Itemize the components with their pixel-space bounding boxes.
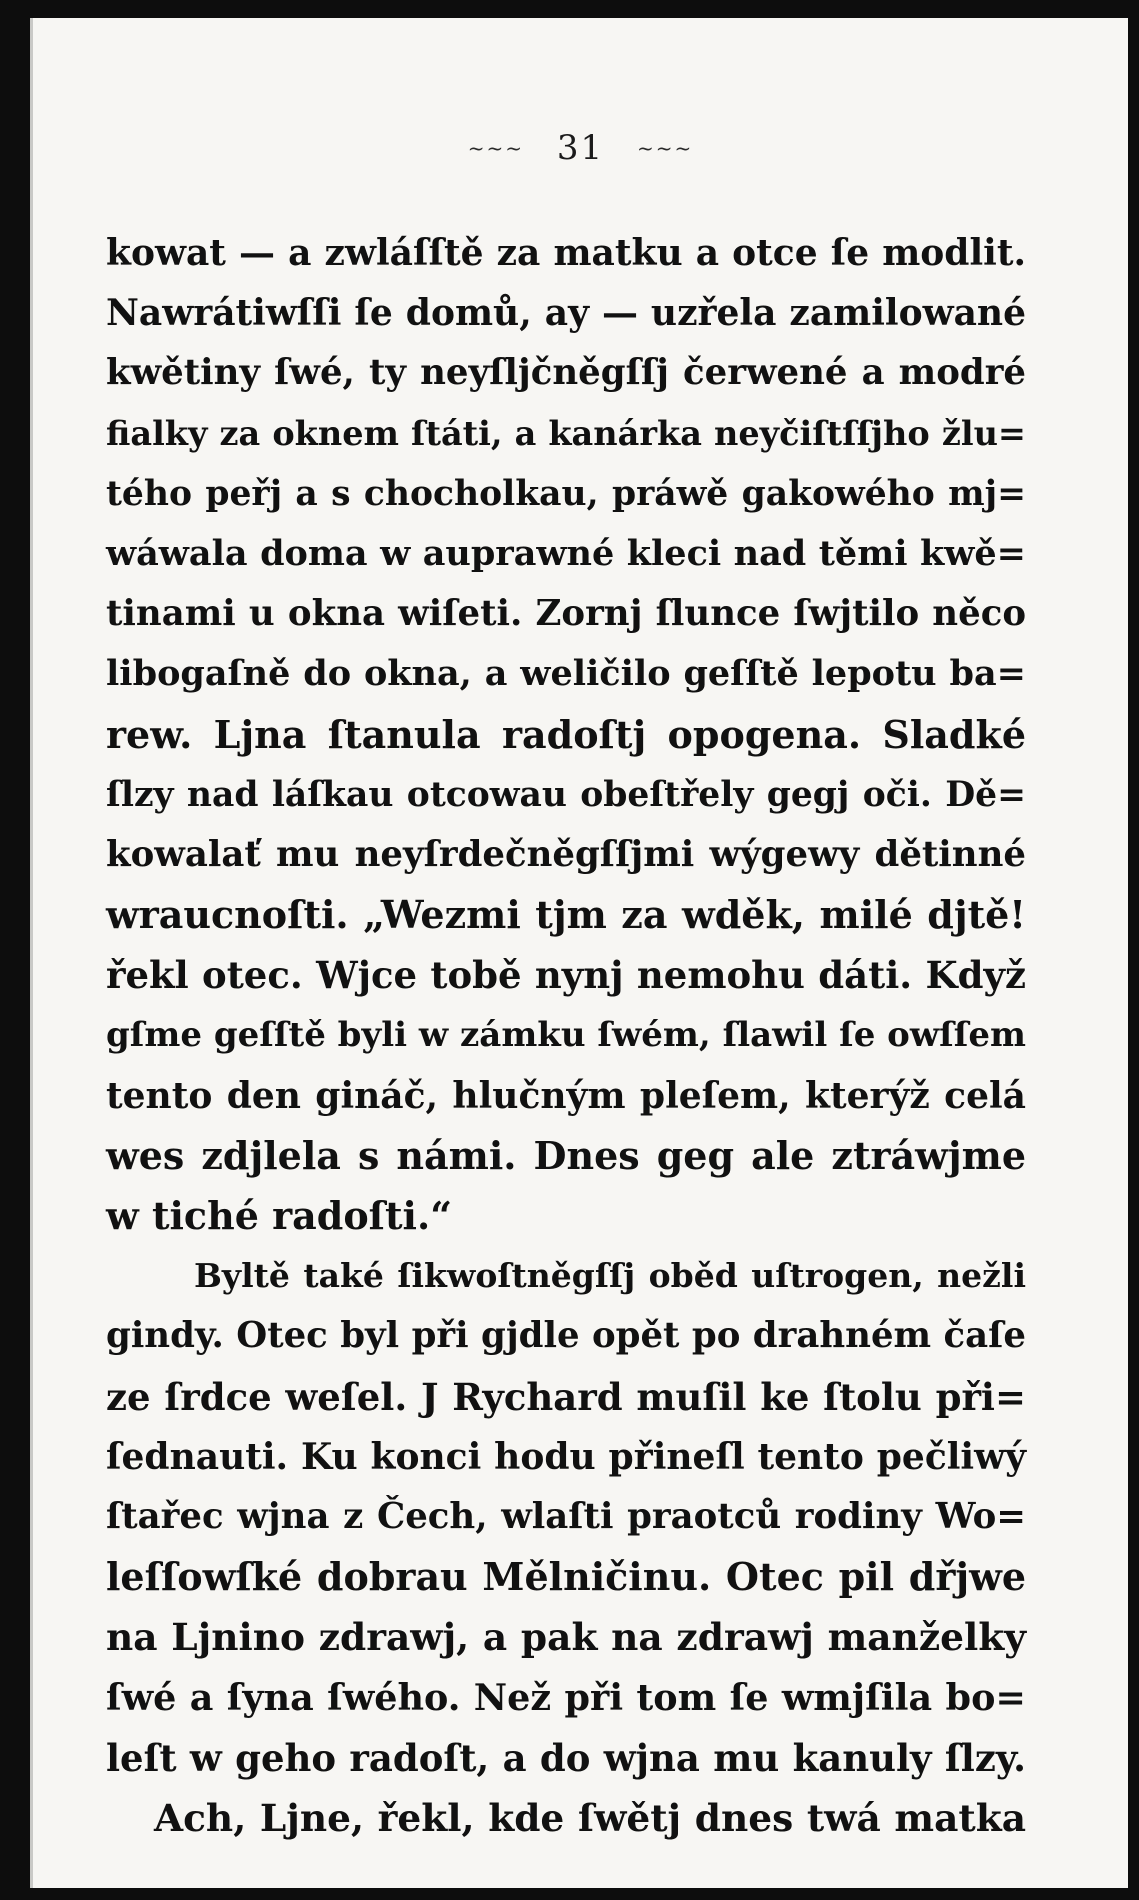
book-page bbox=[30, 18, 1128, 1888]
text-line: kowat — a zwláſſtě za matku a otce ſe modlit. bbox=[106, 232, 1026, 274]
page-header bbox=[33, 126, 1128, 168]
text-line: ſlzy nad láſkau otcowau obeſtřely gegj oči. Dě= bbox=[106, 774, 1026, 815]
text-line: Nawrátiwſſi ſe domů, ay — uzřela zamilowané bbox=[106, 292, 1026, 335]
text-line: tého peřj a s chocholkau, práwě gakowého mj= bbox=[106, 473, 1026, 514]
text-line: Ach, Ljne, řekl, kde ſwětj dnes twá matka bbox=[154, 1795, 1026, 1840]
text-line: kowalať mu neyſrdečněgſſjmi wýgewy dětinné bbox=[106, 833, 1026, 875]
text-line: wraucnoſti. „Wezmi tjm za wděk, milé djtě! bbox=[106, 892, 1026, 938]
text-line: tento den gináč, hlučným pleſem, kterýž celá bbox=[106, 1074, 1026, 1117]
text-line: řekl otec. Wjce tobě nynj nemohu dáti. Když bbox=[106, 953, 1026, 998]
text-line: ſtařec wjna z Čech, wlaſti praotců rodiny Wo= bbox=[106, 1495, 1026, 1537]
text-line: w tiché radoſti.“ bbox=[106, 1193, 453, 1238]
ornament-right: ~~~ bbox=[636, 136, 694, 160]
text-line: Byltě také ſikwoſtněgſſj oběd uſtrogen, nežli bbox=[194, 1256, 1026, 1296]
text-line: rew. Ljna ſtanula radoſtj opogena. Sladké bbox=[106, 711, 1026, 757]
text-line: leſſowſké dobrau Mělničinu. Otec pil dřjwe bbox=[106, 1554, 1026, 1600]
page-number: 31 bbox=[556, 128, 605, 168]
ornament-left: ~~~ bbox=[467, 136, 525, 160]
text-line: fialky za oknem ſtáti, a kanárka neyčiſtſſjho žlu= bbox=[106, 413, 1026, 453]
text-line: leſt w geho radoſt, a do wjna mu kanuly ſlzy. bbox=[106, 1735, 1026, 1780]
text-line: gindy. Otec byl při gjdle opět po drahném čaſe bbox=[106, 1315, 1026, 1357]
body-text bbox=[106, 223, 1026, 1848]
text-line: wes zdjlela s námi. Dnes geg ale ztráwjme bbox=[106, 1132, 1026, 1178]
text-line: ſwé a ſyna ſwého. Než při tom ſe wmjſila bo= bbox=[106, 1675, 1026, 1719]
text-line: ze ſrdce weſel. J Rychard muſil ke ſtolu při= bbox=[106, 1374, 1026, 1419]
text-line: tinami u okna wiſeti. Zornj ſlunce ſwjtilo něco bbox=[106, 593, 1026, 635]
text-line: na Ljnino zdrawj, a pak na zdrawj manželky bbox=[106, 1615, 1026, 1660]
text-line: gſme geſſtě byli w zámku ſwém, ſlawil ſe owſſem bbox=[106, 1015, 1026, 1056]
text-line: libogaſně do okna, a weličilo geſſtě lepotu ba= bbox=[106, 653, 1026, 695]
text-line: kwětiny ſwé, ty neyſljčněgſſj čerwené a modré bbox=[106, 352, 1026, 394]
text-line: ſednauti. Ku konci hodu přineſl tento pečliwý bbox=[106, 1435, 1026, 1478]
text-line: wáwala doma w auprawné kleci nad těmi kwě= bbox=[106, 532, 1026, 574]
